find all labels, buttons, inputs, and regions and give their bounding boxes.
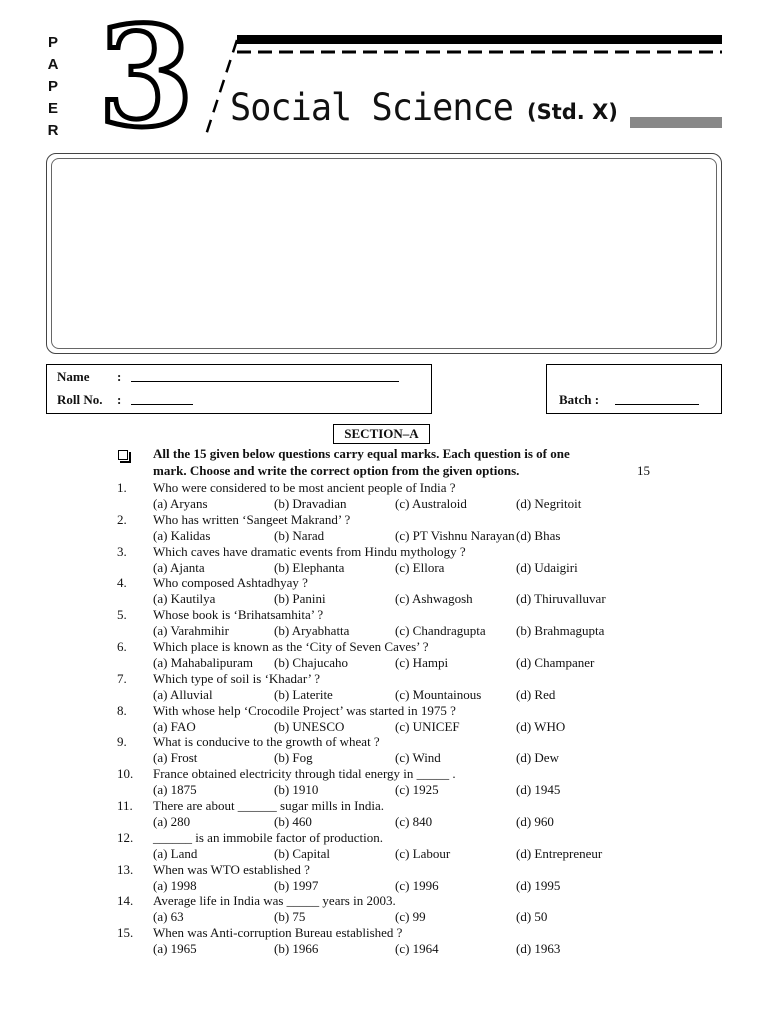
- student-info-box: [46, 364, 432, 414]
- option-b: (b) Elephanta: [274, 560, 345, 575]
- option-d: (d) Champaner: [516, 655, 595, 670]
- standard-label: (Std. X): [527, 100, 618, 124]
- name-label: Name: [57, 369, 90, 384]
- question-number: 13.: [117, 862, 134, 877]
- option-a: (a) FAO: [153, 719, 196, 734]
- roll-label: Roll No.: [57, 392, 103, 407]
- option-a: (a) Kalidas: [153, 528, 211, 543]
- checkbox-bullet-icon: [118, 450, 128, 460]
- option-c: (c) 1996: [395, 878, 439, 893]
- option-b: (b) 75: [274, 909, 306, 924]
- option-c: (c) UNICEF: [395, 719, 460, 734]
- batch-field[interactable]: [615, 394, 699, 405]
- roll-colon: :: [117, 392, 122, 407]
- paper-letter-r: R: [47, 122, 59, 139]
- question-number: 10.: [117, 766, 134, 781]
- batch-label: Batch :: [559, 392, 600, 407]
- option-d: (d) Udaigiri: [516, 560, 578, 575]
- subject-title: Social Science: [230, 86, 513, 129]
- question-number: 4.: [117, 575, 127, 590]
- question-text: When was Anti-corruption Bureau established ?: [153, 925, 403, 940]
- option-c: (c) 1964: [395, 941, 439, 956]
- option-c: (c) Labour: [395, 846, 451, 861]
- option-a: (a) Ajanta: [153, 560, 205, 575]
- option-b: (b) Dravadian: [274, 496, 347, 511]
- question-number: 14.: [117, 893, 134, 908]
- option-b: (b) Narad: [274, 528, 325, 543]
- instruction-line-1: All the 15 given below questions carry equal marks. Each question is of one: [153, 446, 570, 461]
- blank-frame-inner: [51, 158, 717, 349]
- paper-number: 3: [98, 0, 195, 158]
- option-b: (b) Laterite: [274, 687, 333, 702]
- blank-frame-box: [46, 153, 722, 354]
- option-c: (c) Ashwagosh: [395, 591, 473, 606]
- option-c: (c) 99: [395, 909, 426, 924]
- question-number: 12.: [117, 830, 134, 845]
- question-text: ______ is an immobile factor of production.: [153, 830, 383, 845]
- option-a: (a) Land: [153, 846, 198, 861]
- option-c: (c) Wind: [395, 750, 441, 765]
- question-number: 2.: [117, 512, 127, 527]
- option-b: (b) Aryabhatta: [274, 623, 350, 638]
- option-a: (a) Alluvial: [153, 687, 213, 702]
- question-number: 9.: [117, 734, 127, 749]
- question-number: 11.: [117, 798, 133, 813]
- option-c: (c) Mountainous: [395, 687, 482, 702]
- question-text: With whose help ‘Crocodile Project’ was started in 1975 ?: [153, 703, 456, 718]
- option-d: (d) Thiruvalluvar: [516, 591, 606, 606]
- option-b: (b) Fog: [274, 750, 313, 765]
- option-b: (b) 1910: [274, 782, 319, 797]
- question-number: 15.: [117, 925, 134, 940]
- option-d: (d) Entrepreneur: [516, 846, 603, 861]
- option-d: (d) 1945: [516, 782, 561, 797]
- option-a: (a) 280: [153, 814, 191, 829]
- question-text: Who composed Ashtadhyay ?: [153, 575, 308, 590]
- question-text: Which place is known as the ‘City of Seven Caves’ ?: [153, 639, 429, 654]
- option-c: (c) Chandragupta: [395, 623, 486, 638]
- option-b: (b) 1997: [274, 878, 319, 893]
- instruction-line-2: mark. Choose and write the correct option from the given options.: [153, 463, 520, 478]
- paper-letter-p: P: [47, 34, 58, 51]
- option-b: (b) Chajucaho: [274, 655, 349, 670]
- question-text: Which caves have dramatic events from Hindu mythology ?: [153, 544, 466, 559]
- option-c: (c) 1925: [395, 782, 439, 797]
- option-a: (a) 1875: [153, 782, 197, 797]
- paper-letter-e: E: [47, 100, 58, 117]
- question-number: 6.: [117, 639, 127, 654]
- option-d: (d) 50: [516, 909, 548, 924]
- name-colon: :: [117, 369, 122, 384]
- option-d: (d) 1963: [516, 941, 561, 956]
- paper-letter-p2: P: [47, 78, 58, 95]
- question-number: 5.: [117, 607, 127, 622]
- question-text: Average life in India was _____ years in 2003.: [153, 893, 396, 908]
- option-c: (c) PT Vishnu Narayan: [395, 528, 515, 543]
- option-a: (a) Mahabalipuram: [153, 655, 253, 670]
- option-c: (c) Australoid: [395, 496, 467, 511]
- option-a: (a) Frost: [153, 750, 198, 765]
- option-b: (b) 460: [274, 814, 312, 829]
- option-b: (b) 1966: [274, 941, 319, 956]
- question-text: Which type of soil is ‘Khadar’ ?: [153, 671, 321, 686]
- batch-box: [546, 364, 722, 414]
- option-c: (c) Ellora: [395, 560, 445, 575]
- option-c: (c) 840: [395, 814, 433, 829]
- option-a: (a) 1965: [153, 941, 197, 956]
- question-text: Who were considered to be most ancient people of India ?: [153, 480, 456, 495]
- section-marks: 15: [637, 463, 650, 478]
- question-text: France obtained electricity through tidal energy in _____ .: [153, 766, 456, 781]
- paper-letter-a: A: [47, 56, 59, 73]
- option-a: (a) 63: [153, 909, 184, 924]
- option-c: (c) Hampi: [395, 655, 449, 670]
- section-title: SECTION–A: [333, 424, 430, 444]
- option-b: (b) Panini: [274, 591, 326, 606]
- question-number: 7.: [117, 671, 127, 686]
- question-number: 8.: [117, 703, 127, 718]
- question-text: When was WTO established ?: [153, 862, 310, 877]
- option-d: (d) WHO: [516, 719, 566, 734]
- option-b: (b) Capital: [274, 846, 330, 861]
- roll-field[interactable]: [131, 394, 193, 405]
- option-d: (d) Bhas: [516, 528, 561, 543]
- option-d: (d) Red: [516, 687, 556, 702]
- question-number: 1.: [117, 480, 127, 495]
- name-field[interactable]: [131, 371, 399, 382]
- question-number: 3.: [117, 544, 127, 559]
- header-gray-bar: [630, 117, 722, 128]
- option-d: (b) Brahmagupta: [516, 623, 605, 638]
- question-text: What is conducive to the growth of wheat ?: [153, 734, 380, 749]
- option-a: (a) Varahmihir: [153, 623, 229, 638]
- option-d: (d) Negritoit: [516, 496, 582, 511]
- option-a: (a) 1998: [153, 878, 197, 893]
- option-a: (a) Aryans: [153, 496, 208, 511]
- option-d: (d) 960: [516, 814, 554, 829]
- question-text: Who has written ‘Sangeet Makrand’ ?: [153, 512, 351, 527]
- option-d: (d) 1995: [516, 878, 561, 893]
- question-text: There are about ______ sugar mills in India.: [153, 798, 385, 813]
- option-a: (a) Kautilya: [153, 591, 216, 606]
- option-b: (b) UNESCO: [274, 719, 345, 734]
- option-d: (d) Dew: [516, 750, 559, 765]
- question-text: Whose book is ‘Brihatsamhita’ ?: [153, 607, 324, 622]
